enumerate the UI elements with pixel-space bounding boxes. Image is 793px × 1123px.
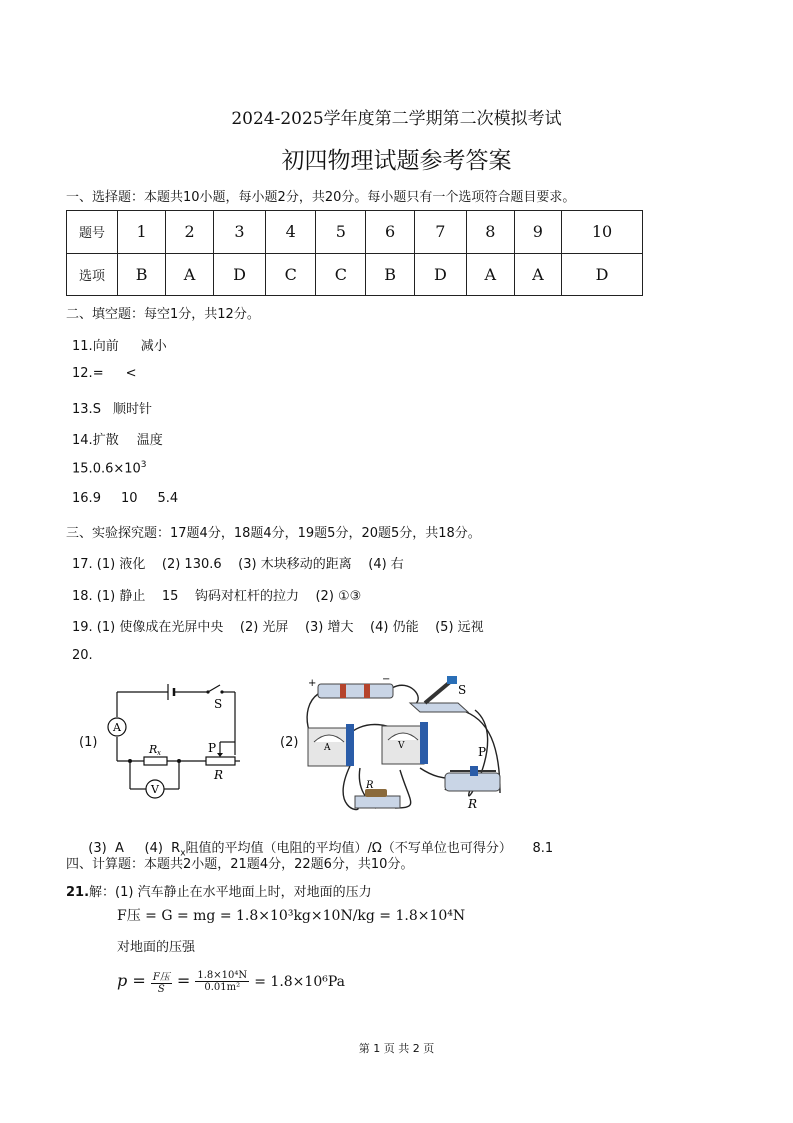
question-number: 13. [72, 402, 93, 417]
question-number: 12. [72, 366, 93, 381]
page-footer: 第 1 页 共 2 页 [358, 1042, 435, 1055]
answer-19: 19. (1) 使像成在光屏中央 (2) 光屏 (3) 增大 (4) 仍能 (5) 远视 [72, 620, 484, 635]
answer-11 [72, 335, 167, 354]
section1-heading: 一、选择题：本题共10小题，每小题2分，共20分。每小题只有一个选项符合题目要求。 [66, 190, 576, 205]
question-number: 21. [66, 885, 90, 900]
table-cell: C [316, 253, 366, 296]
section2-heading: 二、填空题：每空1分，共12分。 [66, 307, 260, 322]
formula-result: = 1.8×10⁶Pa [254, 974, 345, 990]
subscript: x [180, 848, 186, 859]
table-header-cell: 题号 [67, 211, 118, 254]
table-cell: 8 [467, 211, 515, 254]
answer-part: (3) A (4) R [88, 841, 181, 856]
voltmeter-label: V [151, 783, 159, 796]
battery-plus-icon: + [308, 678, 317, 689]
formula-pressure-force: F压 = G = mg = 1.8×10³kg×10N/kg = 1.8×10⁴N [117, 908, 466, 924]
switch-label: S [214, 697, 223, 711]
figure-label-1: (1) [79, 735, 98, 750]
formula-lhs: p = [117, 971, 146, 990]
answer-part: 9 [92, 491, 101, 506]
table-cell: 6 [366, 211, 414, 254]
table-cell: 10 [562, 211, 643, 254]
section4-heading: 四、计算题：本题共2小题，21题4分，22题6分，共10分。 [66, 857, 414, 872]
fraction-denominator: 0.01m² [204, 982, 241, 993]
section3-heading: 三、实验探究题：17题4分，18题4分，19题5分，20题5分，共18分。 [66, 526, 481, 541]
question-number: 15. [72, 461, 93, 477]
question-21-intro [66, 881, 372, 900]
table-cell: A [467, 253, 515, 296]
answer-15 [72, 460, 147, 476]
table-cell: D [414, 253, 466, 296]
table-cell: A [166, 253, 214, 296]
answer-13 [72, 398, 152, 417]
switch-icon [410, 703, 468, 712]
exam-title: 2024-2025学年度第二学期第二次模拟考试 [231, 109, 562, 129]
answer-key-title: 初四物理试题参考答案 [281, 148, 512, 174]
battery-icon [318, 684, 393, 698]
table-cell: 9 [514, 211, 562, 254]
table-cell: 4 [266, 211, 316, 254]
slider-photo-label: P [478, 745, 487, 759]
table-cell: D [213, 253, 265, 296]
rheostat-photo-label: R [468, 797, 478, 811]
table-cell: 7 [414, 211, 466, 254]
battery-minus-icon: − [382, 674, 391, 685]
answer-table [66, 210, 643, 296]
rheostat-label: R [214, 768, 224, 782]
answer-20: 20. [72, 648, 93, 663]
switch-photo-label: S [458, 683, 467, 697]
fraction-definition [151, 968, 172, 995]
question-number: 14. [72, 433, 93, 448]
answer-part: = [92, 366, 104, 381]
answer-part: 减小 [140, 339, 167, 354]
solution-text-2: 对地面的压强 [117, 940, 196, 955]
table-cell: 1 [118, 211, 166, 254]
answer-part: 阻值的平均值（电阻的平均值）/Ω（不写单位也可得分） 8.1 [185, 841, 554, 856]
fraction-numerator: F压 [151, 968, 172, 984]
answer-part: 向前 [92, 339, 119, 354]
answer-12 [72, 366, 137, 381]
answer-part: S [92, 402, 101, 417]
table-cell: B [118, 253, 166, 296]
answer-part: 10 [120, 491, 138, 506]
table-cell: D [562, 253, 643, 296]
answer-14 [72, 429, 163, 448]
circuit-diagram [100, 680, 250, 805]
physical-circuit-illustration [300, 668, 510, 818]
resistor-device-icon [355, 796, 400, 808]
svg-text:A: A [324, 743, 331, 753]
answer-part: 温度 [136, 433, 163, 448]
table-row-numbers [67, 211, 643, 254]
solution-text: 解：(1) 汽车静止在水平地面上时，对地面的压力 [89, 885, 372, 900]
answer-part: 扩散 [92, 433, 119, 448]
table-cell: 2 [166, 211, 214, 254]
rx-subscript: x [157, 749, 161, 757]
answer-part: 0.6×10 [92, 461, 141, 477]
formula-pressure: p = $\frac{\text{F压}}{S}$ = $\frac{\text{1.8×10⁴N}}{\text{0.01m²}}$ = 1.8×10⁶Pa [117, 970, 345, 995]
answer-18: 18. (1) 静止 15 钩码对杠杆的拉力 (2) ①③ [72, 589, 362, 604]
slider-label: P [208, 741, 217, 755]
rx-label: R [149, 743, 158, 756]
answer-part: 5.4 [157, 491, 179, 506]
ammeter-label: A [113, 721, 121, 734]
table-cell: C [266, 253, 316, 296]
fraction-denominator: S [157, 984, 165, 995]
table-header-cell: 选项 [67, 253, 118, 296]
figure-label-2: (2) [280, 735, 299, 750]
answer-17: 17. (1) 液化 (2) 130.6 (3) 木块移动的距离 (4) 右 [72, 557, 404, 572]
fraction-values [195, 970, 249, 993]
question-number: 11. [72, 339, 93, 354]
rx-photo-label: R [366, 780, 374, 791]
fraction-numerator: 1.8×10⁴N [197, 970, 248, 981]
answer-part: < [125, 366, 137, 381]
table-cell: B [366, 253, 414, 296]
answer-16 [72, 491, 178, 506]
svg-text:V: V [398, 741, 405, 751]
table-cell: 5 [316, 211, 366, 254]
table-cell: A [514, 253, 562, 296]
question-number: 16. [72, 491, 93, 506]
table-row-answers [67, 253, 643, 296]
exponent: 3 [140, 460, 147, 470]
table-cell: 3 [213, 211, 265, 254]
answer-part: 顺时针 [112, 402, 152, 417]
